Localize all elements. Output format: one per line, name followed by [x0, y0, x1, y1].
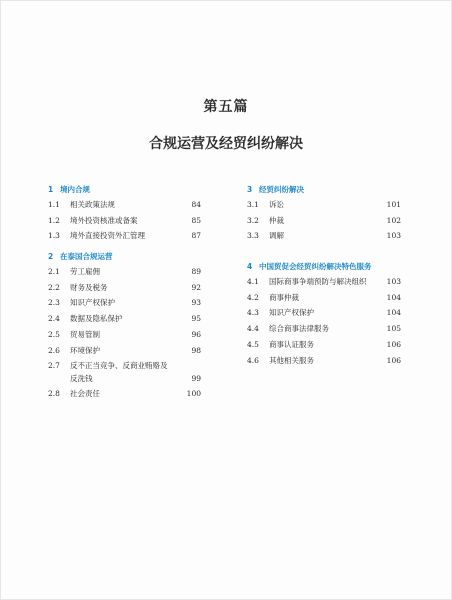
section-heading[interactable]: [48, 251, 201, 263]
part-title: 第五篇: [203, 99, 249, 115]
entry-title: 环境保护: [70, 345, 100, 355]
entry-page: 85: [191, 215, 201, 225]
entry-title: 综合商事法律服务: [269, 324, 329, 334]
entry-number: 3.1: [247, 200, 259, 209]
section-number: 3: [247, 185, 253, 194]
entry-title: 数据及隐私保护: [70, 314, 123, 324]
toc-right-column: [247, 184, 401, 370]
toc-entry[interactable]: [48, 313, 201, 326]
toc-entry[interactable]: [247, 355, 401, 368]
toc-section-1: [48, 184, 201, 243]
entry-title: 调解: [269, 231, 284, 241]
entry-number: 4.2: [247, 292, 259, 302]
entry-page: 100: [186, 389, 201, 399]
entry-page: 89: [191, 267, 201, 277]
entry-number: 4.5: [247, 339, 259, 349]
toc-entry[interactable]: [247, 199, 401, 212]
toc-entry[interactable]: [247, 230, 401, 243]
entry-number: 4.1: [247, 277, 259, 287]
entry-page: 103: [386, 277, 401, 287]
section-heading[interactable]: [247, 184, 401, 196]
toc-entry[interactable]: [48, 329, 201, 342]
entry-page: 106: [386, 355, 401, 365]
entry-title: 仲裁: [269, 215, 284, 225]
toc-left-column: [48, 184, 201, 404]
entry-title: 知识产权保护: [269, 308, 314, 318]
entry-title: 境外直接投资外汇管理: [70, 231, 145, 241]
entry-number: 2.4: [48, 314, 60, 324]
entry-number: 2.7: [48, 361, 60, 371]
entry-page: 106: [386, 339, 401, 349]
entry-page: 102: [386, 215, 401, 225]
toc-entry[interactable]: [48, 215, 201, 228]
main-title: 合规运营及经贸纠纷解决: [149, 136, 303, 152]
entry-title: 财务及税务: [70, 282, 108, 292]
toc-entry[interactable]: [48, 388, 201, 401]
entry-page: 95: [191, 314, 201, 324]
entry-title: 国际商事争端预防与解决组织: [269, 277, 367, 287]
entry-page: 98: [191, 345, 201, 355]
section-number: 4: [247, 262, 253, 272]
section-title: 在泰国合规运营: [60, 252, 113, 262]
entry-number: 3.2: [247, 215, 259, 225]
section-number: 2: [48, 252, 54, 262]
entry-number: 4.3: [247, 308, 259, 318]
entry-page: 105: [386, 324, 401, 334]
toc-section-2: [48, 251, 201, 401]
toc-entry[interactable]: [247, 339, 401, 352]
toc-section-4: [247, 261, 401, 367]
section-number: 1: [48, 185, 54, 194]
entry-title-continued: 反洗钱: [70, 373, 93, 383]
entry-title: 商事仲裁: [269, 292, 299, 302]
entry-page: 104: [386, 308, 401, 318]
entry-number: 1.1: [48, 200, 60, 209]
entry-page: 84: [191, 200, 201, 209]
toc-entry[interactable]: [48, 282, 201, 295]
entry-number: 2.6: [48, 345, 60, 355]
entry-number: 4.4: [247, 324, 259, 334]
toc-entry[interactable]: [48, 199, 201, 212]
section-heading[interactable]: [247, 261, 401, 273]
entry-page: 103: [386, 231, 401, 241]
entry-page: 99: [191, 373, 201, 383]
entry-page: 87: [191, 231, 201, 241]
toc-entry[interactable]: [247, 307, 401, 320]
entry-title: 社会责任: [70, 389, 100, 399]
toc-entry[interactable]: [48, 345, 201, 358]
entry-number: 1.2: [48, 215, 60, 225]
toc-entry[interactable]: [48, 266, 201, 279]
entry-title: 反不正当竞争、反商业贿赂及: [70, 361, 168, 371]
entry-title: 知识产权保护: [70, 298, 115, 308]
entry-number: 3.3: [247, 231, 259, 241]
entry-title: 其他相关服务: [269, 355, 314, 365]
toc-entry[interactable]: [247, 292, 401, 305]
toc-entry[interactable]: [247, 276, 401, 289]
entry-title: 贸易管制: [70, 329, 100, 339]
entry-title: 境外投资核准或备案: [70, 215, 138, 225]
entry-page: 96: [191, 329, 201, 339]
toc-entry[interactable]: [48, 297, 201, 310]
section-title: 境内合规: [60, 185, 90, 194]
entry-number: 2.1: [48, 267, 60, 277]
entry-title: 相关政策法规: [70, 200, 115, 209]
entry-page: 104: [386, 292, 401, 302]
section-title: 经贸纠纷解决: [259, 185, 304, 194]
entry-page: 92: [191, 282, 201, 292]
entry-page: 101: [386, 200, 401, 209]
entry-title: 劳工雇佣: [70, 267, 100, 277]
toc-entry[interactable]: [247, 215, 401, 228]
section-title: 中国贸促会经贸纠纷解决特色服务: [259, 262, 372, 272]
toc-entry[interactable]: [48, 230, 201, 243]
entry-number: 4.6: [247, 355, 259, 365]
toc-section-3: [247, 184, 401, 243]
entry-title: 诉讼: [269, 200, 284, 209]
entry-number: 2.3: [48, 298, 60, 308]
entry-page: 93: [191, 298, 201, 308]
section-heading[interactable]: [48, 184, 201, 196]
entry-number: 2.8: [48, 389, 60, 399]
toc-entry[interactable]: [247, 323, 401, 336]
entry-number: 2.5: [48, 329, 60, 339]
entry-title: 商事认证服务: [269, 339, 314, 349]
toc-entry[interactable]: [48, 360, 201, 385]
entry-number: 1.3: [48, 231, 60, 241]
entry-number: 2.2: [48, 282, 60, 292]
